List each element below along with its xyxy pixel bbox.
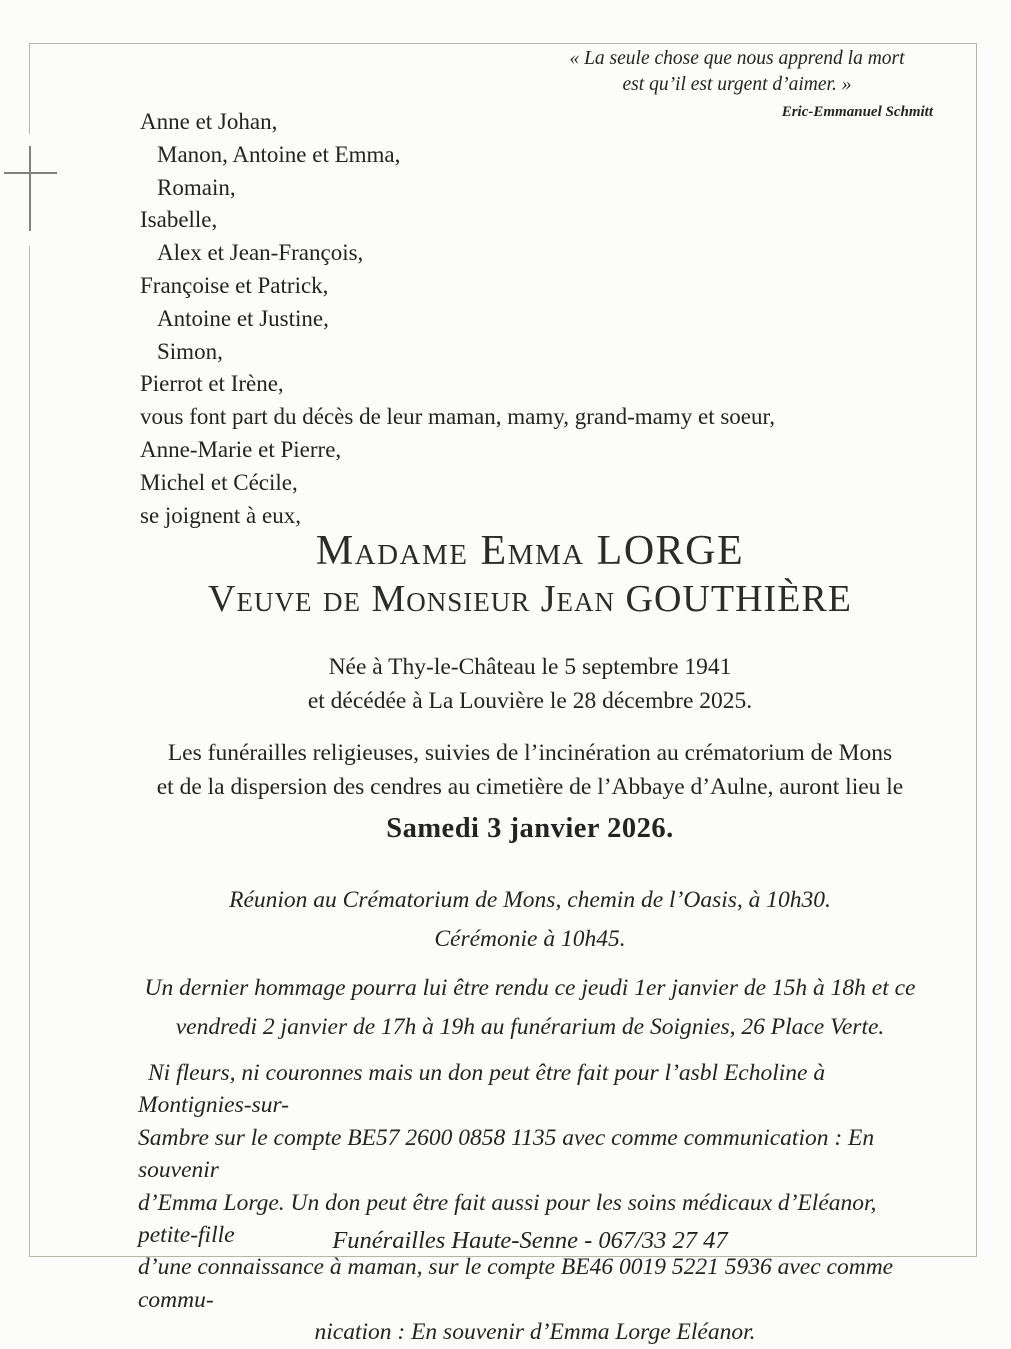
family-line: Françoise et Patrick, [140, 272, 329, 298]
tribute-line-1: Un dernier hommage pourra lui être rendu ce jeudi 1er janvier de 15h à 18h et ce [144, 975, 916, 1001]
donation-info [138, 1057, 932, 1349]
donation-line: Ni fleurs, ni couronnes mais un don peut être fait pour l’asbl Echoline à Montignies-sur- [138, 1060, 826, 1119]
family-line: Manon, Antoine et Emma, [157, 141, 401, 167]
family-line: Anne et Johan, [140, 109, 278, 134]
family-line: Isabelle, [140, 207, 218, 233]
quote-attribution: Eric-Emmanuel Schmitt [781, 104, 933, 120]
funeral-info [81, 736, 979, 804]
quote-line-1: « La seule chose que nous apprend la mort [569, 48, 905, 69]
donation-line: d’une connaissance à maman, sur le compte BE46 0019 5221 5936 avec comme commu- [138, 1254, 894, 1313]
family-line: se joignent à eux, [140, 502, 301, 528]
family-line: Romain, [157, 174, 236, 200]
tribute-line-2: vendredi 2 janvier de 17h à 19h au funérarium de Soignies, 26 Place Verte. [175, 1013, 885, 1040]
funeral-line-1: Les funérailles religieuses, suivies de l’incinération au crématorium de Mons [167, 740, 893, 766]
family-line: Michel et Cécile, [140, 469, 298, 495]
ceremony-info: Cérémonie à 10h45. [434, 926, 626, 952]
family-names-list [140, 106, 775, 532]
donation-line: Sambre sur le compte BE57 2600 0858 1135 avec comme communication : En souvenir [138, 1124, 875, 1184]
funeral-date: Samedi 3 janvier 2026. [386, 813, 674, 844]
tribute-info [81, 969, 979, 1046]
family-line: Pierrot et Irène, [140, 371, 284, 397]
death-line: et décédée à La Louvière le 28 décembre 2025. [307, 688, 753, 714]
cross-vertical-bar [29, 146, 31, 231]
cross-horizontal-bar [4, 172, 57, 174]
funeral-line-2: et de la dispersion des cendres au cimetière de l’Abbaye d’Aulne, auront lieu le [156, 774, 904, 800]
family-line: Anne-Marie et Pierre, [140, 436, 342, 462]
deceased-subtitle: Veuve de Monsieur Jean GOUTHIÈRE [208, 578, 852, 620]
birth-line: Née à Thy-le-Château le 5 septembre 1941 [328, 654, 732, 680]
donation-line: nication : En souvenir d’Emma Lorge Eléanor. [314, 1319, 756, 1346]
family-line: Alex et Jean-François, [157, 240, 364, 266]
birth-death-info [81, 650, 979, 718]
donation-line: d’Emma Lorge. Un don peut être fait aussi pour les soins médicaux d’Eléanor, petite-fille [138, 1189, 877, 1249]
deceased-name: Madame Emma LORGE [315, 528, 745, 574]
family-line: Simon, [157, 338, 223, 364]
quote-line-2: est qu’il est urgent d’aimer. » [622, 74, 852, 95]
meeting-info: Réunion au Crématorium de Mons, chemin de l’Oasis, à 10h30. [229, 887, 831, 913]
announcement-statement: vous font part du décès de leur maman, mamy, grand-mamy et soeur, [140, 404, 776, 430]
family-line: Antoine et Justine, [157, 305, 329, 331]
funeral-home-contact: Funérailles Haute-Senne - 067/33 27 47 [332, 1227, 728, 1254]
